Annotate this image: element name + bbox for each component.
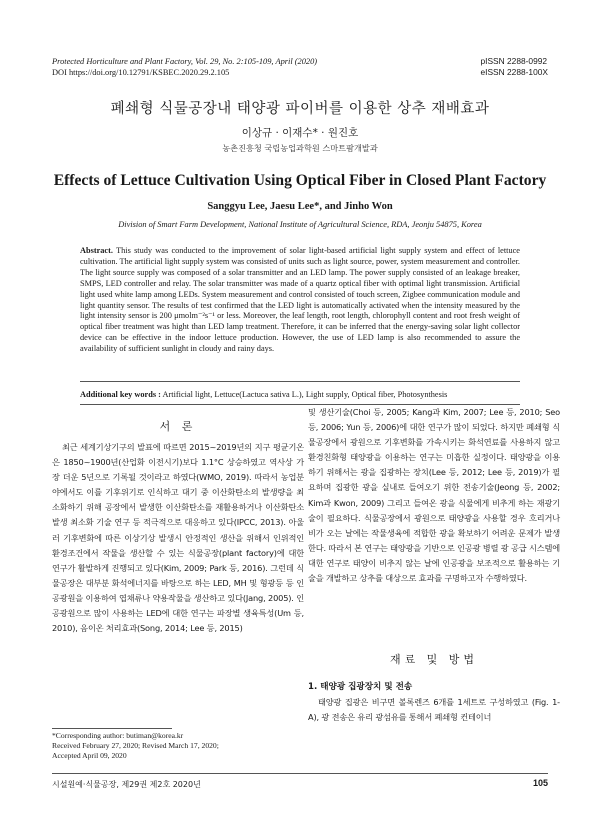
subsection-body [308,695,560,725]
abstract-text: This study was conducted to the improvement of solar light-based artificial light supply system and effect of lettuce cultivation. The artificial light supply system was consisted of units such as light source, power, system measurement and controller. The light source supply was composed of a solar transmitter and an LED lamp. The power supply consisted of an leakage breaker, SMPS, LED controller and relay. The solar transmitter was made of a quartz optical fiber with optimal light transmission. Artificial light used white lamp among LEDs. System measurement and control consisted of touch screen, Zigbee communication module and light quantity sensor. The results of test confirmed that the LED light is automatically activated when the intensity measured by the light intensity sensor is 200 μmolm⁻²s⁻¹ or less. Moreover, the leaf length, root length, chlorophyll content and root fresh weight of optical fiber treatment was hight than LED lamp treatment. Therefore, it can be inferred that the energy-saving solar light collector device can be effective in the indoor lettuce production. However, the use of LED lamp is also recommended to assure the availability of sufficient sunlight in cloudy and rainy days. [80,246,520,354]
pissn: pISSN 2288-0992 [480,56,548,66]
keywords-text: Artificial light, Lettuce(Lactuca sativa L.), Light supply, Optical fiber, Photosynthesis [160,390,448,399]
intro-body [52,440,304,636]
abstract [80,246,520,355]
korean-authors: 이상규 · 이재수* · 원진호 [241,127,359,139]
page-number: 105 [532,778,548,788]
journal-header [52,56,317,78]
english-title: Effects of Lettuce Cultivation Using Optical Fiber in Closed Plant Factory [53,172,547,189]
subsection-heading: 1. 태양광 집광장치 및 전송 [308,682,413,692]
received-dates: Received February 27, 2020; Revised March 17, 2020; [52,741,219,750]
journal-citation: Protected Horticulture and Plant Factory, Vol. 29, No. 2:105-109, April (2020) [52,57,318,66]
keywords-label: Additional key words : [80,390,161,399]
korean-affiliation: 농촌진흥청 국립농업과학원 스마트팜개발과 [222,143,378,153]
footer-rule [52,773,548,774]
right-paragraph: 및 생산기술(Choi 등, 2005; Kang과 Kim, 2007; Lee 등, 2010; Seo 등, 2006; Yun 등, 2006)에 대한 연구가 많이 되었다. 하지만 폐쇄형 식물공장에서 광원으로 기후변화를 가속시키는 화석연료를 사용하지 않고 환경친화형 태양광을 이용하는 연구는 미흡한 실정이다. 태양광을 이용하기 위해서는 광을 집광하는 장치(Lee 등, 2012; Lee 등, 2019)가 필요하며 집광한 광을 실내로 들여오기 위한 전송기술(Jeong 등, 2002; Kim과 Kwon, 2009) 그리고 들여온 광을 식물에게 비추게 하는 재광기술이 필요하다. 식물공장에서 광원으로 태양광을 사용할 경우 흐리거나 비가 오는 날에는 작물생육에 적합한 광을 확보하기 어려운 문제가 발생한다. 따라서 본 연구는 태양광을 기반으로 인공광 병렬 광 공급 시스템에 대한 연구로 태양이 비추지 않는 날에 인공광을 보조적으로 활용하는 기술을 개발하고 상추를 대상으로 효과를 구명하고자 수행하였다. [308,407,560,584]
accepted-date: Accepted April 09, 2020 [52,751,127,760]
abstract-label: Abstract. [80,246,113,255]
footnote-rule [52,728,172,729]
keywords [80,389,520,400]
doi-line: DOI https://doi.org/10.12791/KSBEC.2020.29.2.105 [52,68,230,77]
eissn: eISSN 2288-100X [480,67,548,77]
keywords-rule-top [80,381,520,382]
footer-journal: 시설원예·식물공장, 제29권 제2호 2020년 [52,780,201,789]
intro-paragraph: 최근 세계기상기구의 발표에 따르면 2015~2019년의 지구 평균기온은 1850~1900년(산업화 이전시기)보다 1.1°C 상승하였고 역사상 가장 더운 5년으로 기록될 것이라고 하였다(WMO, 2019). 따라서 농업분야에서도 이를 기후위기로 인식하고 대기 중 이산화탄소의 발생량을 최소화하기 위해 공장에서 발생한 이산화탄소를 재활용하거나 이산화탄소 발생 최소화 기술 연구 등 적극적으로 대응하고 있다(IPCC, 2013). 아울러 기후변화에 따른 이상기상 발생시 안정적인 생산을 위해서 인위적인 환경조건에서 작물을 생산할 수 있는 식물공장(plant factory)에 대한 연구가 활발하게 진행되고 있다(Kim, 2009; Park 등, 2016). 그런데 식물공장은 대부분 화석에너지를 바탕으로 하는 LED, MH 및 형광등 등 인공광원을 이용하여 엽채류나 약용작물을 생산하고 있다(Jang, 2005). 인공광원으로 많이 사용하는 LED에 대한 연구는 파장별 생육특성(Um 등, 2010), 음이온 처리효과(Song, 2014; Lee 등, 2015) [52,442,304,634]
english-affiliation: Division of Smart Farm Development, National Institute of Agricultural Science, RDA, Jeonju 54875, Korea [118,220,482,229]
issn-block [480,56,548,78]
corresponding-author: *Corresponding author: butiman@korea.kr [52,731,184,740]
footnote [52,731,304,761]
intro-heading: 서 론 [159,420,197,433]
methods-heading: 재료 및 방법 [389,653,479,666]
subsection-paragraph: 태양광 집광은 비구면 볼록렌즈 6개를 1세트로 구성하였고 (Fig. 1-A), 광 전송은 유리 광섬유를 통해서 폐쇄형 컨테이너 [308,697,560,723]
korean-title: 폐쇄형 식물공장내 태양광 파이버를 이용한 상추 재배효과 [110,101,490,117]
english-authors: Sanggyu Lee, Jaesu Lee*, and Jinho Won [207,201,393,212]
right-column-body [308,405,560,586]
